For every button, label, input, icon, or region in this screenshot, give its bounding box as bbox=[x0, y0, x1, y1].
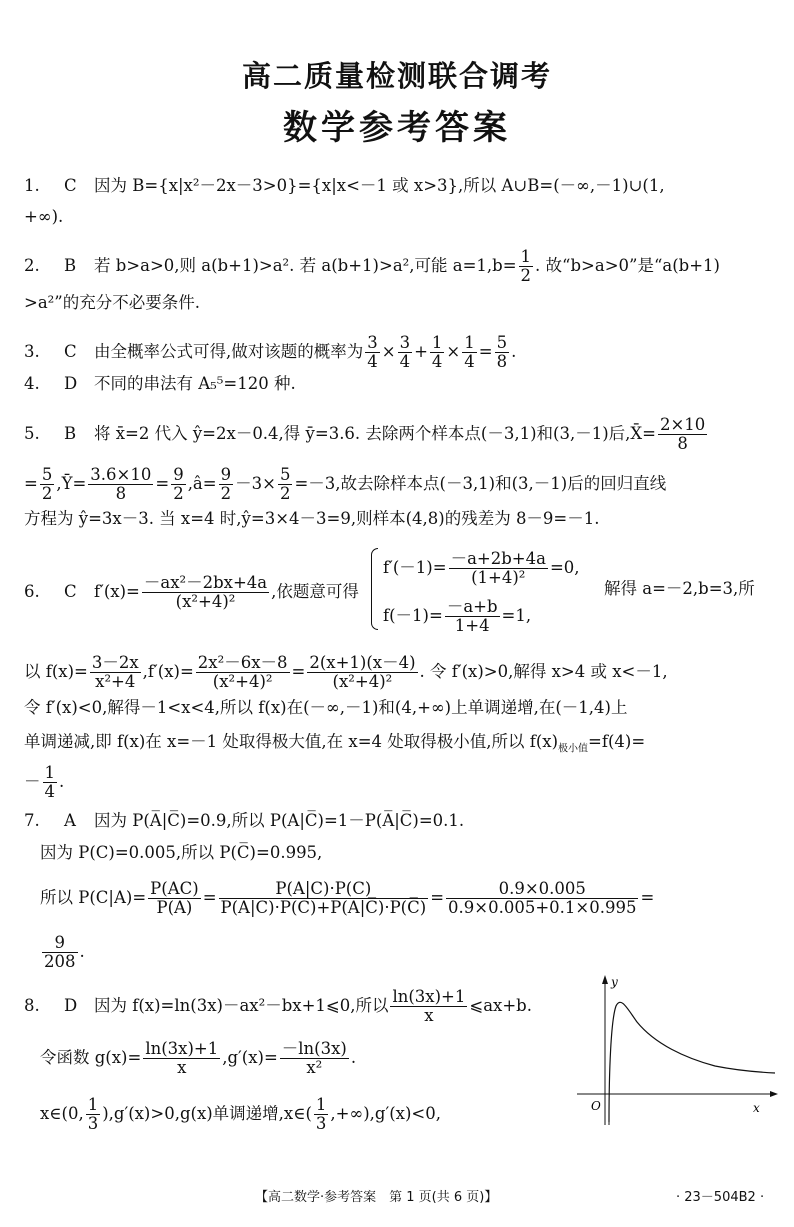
q3-end: . bbox=[511, 342, 517, 361]
y-axis-arrow-icon bbox=[602, 975, 608, 984]
q6-line4: 单调递减,即 f(x)在 x=－1 处取得极大值,在 x=4 处取得极小值,所以 $f(x)_{极小值}=f(4)=$ bbox=[24, 732, 646, 755]
q8-line1: 8. D 因为 f(x)=ln(3x)－ax²－bx+1⩽0,所以 $\frac{\ln(3x)+1}{x}$ ⩽ax+b. bbox=[24, 987, 532, 1025]
q3-text: 由全概率公式可得,做对该题的概率为 bbox=[94, 342, 364, 361]
q7-result: $\frac{9}{208}$ . bbox=[44, 933, 85, 971]
q3-operator: × bbox=[381, 342, 396, 361]
q2-line1 bbox=[24, 248, 720, 285]
q6-system-brace bbox=[371, 548, 378, 630]
q4-line bbox=[24, 373, 296, 395]
q8-line3: x∈(0, $\frac{1}{3}$ ),g′(x)>0,g(x)单调递增,x∈( $\frac{1}{3}$ ,+∞),g′(x)<0, bbox=[40, 1095, 441, 1133]
q5-text: 将 x̄=2 代入 ŷ=2x－0.4,得 ȳ=3.6. 去除两个样本点(－3,1)和(3,－1)后,X̄= bbox=[94, 424, 656, 443]
q6-text: . 令 f′(x)>0,解得 x>4 或 x<－1, bbox=[419, 662, 668, 681]
q6-fraction: $\frac{3-2x}{\text{x²+4}}$ bbox=[91, 653, 139, 691]
q6-solve: 解得 a=－2,b=3,所 bbox=[604, 579, 755, 598]
q6-fraction: $\frac{\text{2x²－6x－8}}{\text{(x²+4)²}}$ bbox=[197, 653, 288, 691]
q5-fraction: $\frac{9}{2}$ bbox=[173, 465, 184, 503]
q6-answer: C bbox=[64, 582, 77, 601]
q6-text: 以 f(x)= bbox=[24, 662, 88, 681]
q5-text: －3× bbox=[235, 474, 276, 493]
q3-operator: + bbox=[414, 342, 428, 361]
q6-line3: 令 f′(x)<0,解得－1<x<4,所以 f(x)在(－∞,－1)和(4,+∞)上单调递增,在(－1,4)上 bbox=[24, 698, 628, 717]
q3-fraction: $\frac{5}{8}$ bbox=[496, 333, 508, 371]
q5-fraction: $\frac{5}{2}$ bbox=[279, 465, 291, 503]
q3-operator: × bbox=[446, 342, 461, 361]
q6-system-eq1: f′(－1)= $\frac{-a+2b+4a}{\text{(1+4)²}}$ =0, bbox=[383, 549, 580, 587]
x-axis-label: x bbox=[753, 1101, 760, 1115]
page-subtitle: 数学参考答案 bbox=[283, 108, 511, 148]
q3-operator: = bbox=[478, 342, 493, 361]
q3-fraction: $\frac{3}{4}$ bbox=[367, 333, 378, 371]
q5-fraction: $\frac{2\times 10}{8}$ bbox=[659, 415, 706, 453]
q3-fraction: $\frac{1}{4}$ bbox=[464, 333, 475, 371]
q5-fraction: $\frac{9}{2}$ bbox=[220, 465, 232, 503]
q5-line3: 方程为 ŷ=3x－3. 当 x=4 时,ŷ=3×4－3=9,则样本(4,8)的残差为 8－9=－1. bbox=[24, 509, 600, 528]
q7-fraction: $\frac{P(A|C)\cdot P(C)}{P(A|C)\cdot P(C)+P(A|C̅)\cdot P(C̅)}$ bbox=[220, 879, 427, 917]
q3-line bbox=[24, 334, 516, 371]
q8-fraction: $\frac{1}{3}$ bbox=[87, 1095, 99, 1133]
q2-answer: B bbox=[64, 256, 77, 275]
q7-text: 因为 P(A̅|C̅)=0.9,所以 P(A|C̅)=1－P(A̅|C̅)=0.1. bbox=[94, 811, 465, 830]
q4-answer: D bbox=[64, 374, 78, 393]
footer-page-info: 【高二数学·参考答案 第 1 页(共 6 页)】 bbox=[255, 1190, 498, 1205]
q5-number: 5. bbox=[24, 424, 40, 443]
q6-fraction: $\frac{2(x+1)(x-4)}{\text{(x²+4)²}}$ bbox=[309, 653, 416, 691]
q2-line2: >a²”的充分不必要条件. bbox=[24, 293, 200, 312]
q6-line5: － $\frac{1}{4}$ . bbox=[24, 763, 65, 801]
q6-number: 6. bbox=[24, 582, 40, 601]
q1-line1 bbox=[24, 175, 665, 197]
q3-answer: C bbox=[64, 342, 77, 361]
q6-fraction: $\frac{1}{4}$ bbox=[44, 763, 55, 801]
q3-number: 3. bbox=[24, 342, 40, 361]
q6-fraction: $\frac{-a+b}{1+4}$ bbox=[446, 597, 498, 635]
origin-label: O bbox=[591, 1099, 601, 1113]
q8-fraction: $\frac{-\ln(3x)}{\text{x²}}$ bbox=[281, 1039, 347, 1077]
q7-fraction: $\frac{P(AC)}{P(A)}$ bbox=[150, 879, 199, 917]
q4-number: 4. bbox=[24, 374, 40, 393]
q6-fraction: $\frac{-a+2b+4a}{\text{(1+4)²}}$ bbox=[450, 549, 546, 587]
q8-number: 8. bbox=[24, 996, 40, 1015]
q2-text-a: 若 b>a>0,则 a(b+1)>a². 若 a(b+1)>a²,可能 a=1,b= bbox=[94, 256, 517, 275]
q8-answer: D bbox=[64, 996, 78, 1015]
x-axis-arrow-icon bbox=[770, 1091, 778, 1097]
q5-fraction: $\frac{5}{2}$ bbox=[41, 465, 53, 503]
q2-fraction: $\frac{1}{2}$ bbox=[520, 247, 532, 285]
q5-text: =－3,故去除样本点(－3,1)和(3,－1)后的回归直线 bbox=[294, 474, 667, 493]
y-axis-label: y bbox=[611, 975, 618, 989]
q5-text: ,Ȳ= bbox=[56, 474, 87, 493]
q5-text: ,â= bbox=[187, 474, 217, 493]
q6-text: ,依题意可得 bbox=[271, 582, 359, 601]
q1-answer: C bbox=[64, 176, 77, 195]
q2-text-b: . 故“b>a>0”是“a(b+1) bbox=[535, 256, 720, 275]
q7-line3: 所以 P(C|A)= $\frac{P(AC)}{P(A)}$ = $\frac{P(A|C)\cdot P(C)}{P(A|C)\cdot P(C)+P(A|C̅)\cdot P(C̅)}$ = $\frac{0.9\times 0.005}{0.9\times 0.005+0.1\times 0.995}$ = bbox=[40, 879, 655, 917]
q5-text: = bbox=[24, 474, 38, 493]
q3-fraction: $\frac{3}{4}$ bbox=[399, 333, 411, 371]
q8-fraction: $\frac{\ln(3x)+1}{x}$ bbox=[392, 987, 466, 1025]
q6-line2 bbox=[24, 654, 668, 691]
q7-line1 bbox=[24, 810, 464, 832]
q1-number: 1. bbox=[24, 176, 40, 195]
q7-fraction: $\frac{0.9\times 0.005}{0.9\times 0.005+0.1\times 0.995}$ bbox=[448, 879, 637, 917]
q6-text: f′(x)= bbox=[94, 582, 140, 601]
q5-line1 bbox=[24, 416, 709, 453]
q1-text: 因为 B={x|x²－2x－3>0}={x|x<－1 或 x>3},所以 A∪B=(－∞,－1)∪(1, bbox=[94, 176, 665, 195]
q6-system-eq2: f(－1)= $\frac{-a+b}{1+4}$ =1, bbox=[383, 597, 532, 635]
q1-line2: +∞). bbox=[24, 207, 64, 226]
footer-code: · 23－504B2 · bbox=[676, 1190, 765, 1205]
q6-line1 bbox=[24, 574, 359, 611]
q7-answer: A bbox=[64, 811, 76, 830]
g-curve bbox=[609, 1002, 775, 1122]
q8-fraction: $\frac{1}{3}$ bbox=[315, 1095, 327, 1133]
q6-text: ,f′(x)= bbox=[142, 662, 194, 681]
q4-text: 不同的串法有 A₅⁵=120 种. bbox=[94, 374, 296, 393]
q6-fraction: $\frac{\text{－ax²－2bx+4a}}{\text{(x²+4)²}}$ bbox=[143, 573, 268, 611]
q5-line2 bbox=[24, 466, 666, 503]
q8-line2: 令函数 g(x)= $\frac{\ln(3x)+1}{x}$ ,g′(x)= $\frac{-\ln(3x)}{\text{x²}}$ . bbox=[40, 1039, 357, 1077]
q7-fraction: $\frac{9}{208}$ bbox=[44, 933, 76, 971]
q6-text: = bbox=[291, 662, 306, 681]
q8-fraction: $\frac{\ln(3x)+1}{x}$ bbox=[145, 1039, 219, 1077]
q2-number: 2. bbox=[24, 256, 40, 275]
q5-text: = bbox=[155, 474, 170, 493]
q5-fraction: $\frac{3.6\times 10}{8}$ bbox=[90, 465, 152, 503]
q7-number: 7. bbox=[24, 811, 40, 830]
q5-answer: B bbox=[64, 424, 77, 443]
q6-subscript: 极小值 bbox=[558, 743, 589, 755]
q7-line2: 因为 P(C)=0.005,所以 P(C̅)=0.995, bbox=[40, 843, 323, 862]
q8-function-graph bbox=[575, 970, 780, 1130]
q3-fraction: $\frac{1}{4}$ bbox=[431, 333, 443, 371]
page-title: 高二质量检测联合调考 bbox=[241, 59, 552, 93]
